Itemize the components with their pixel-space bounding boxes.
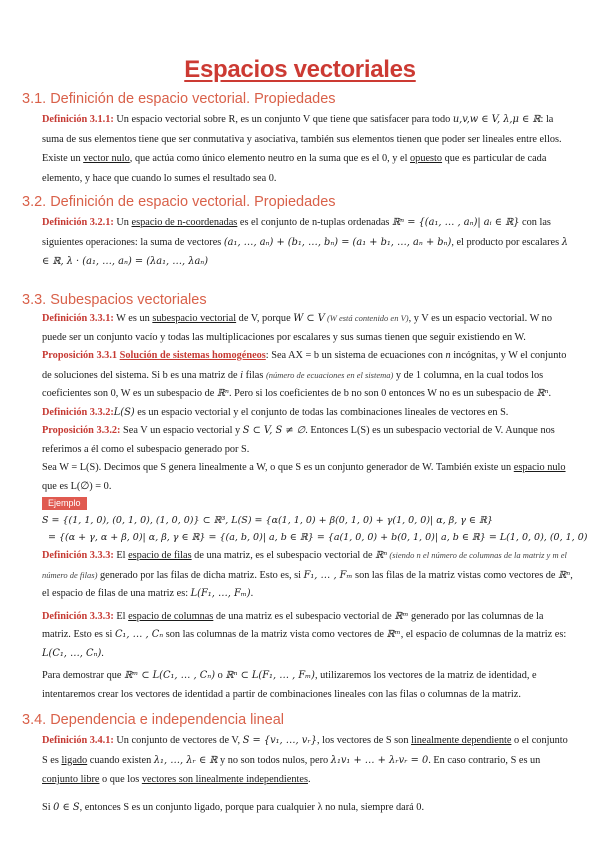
term-vector-nulo: vector nulo xyxy=(83,153,130,164)
definition-3-3-3-filas: Definición 3.3.3: El espacio de filas de una matriz, es el subespacio vectorial de ℝⁿ (siendo n el número de columnas de la matriz y m el número de filas) generado por las filas de dicha matriz. Esto es, si F₁, … , Fₘ son las filas de la matriz vistas como vectores de ℝⁿ, el espacio de filas de una matriz es: L(F₁, …, Fₘ). xyxy=(42,550,573,599)
definition-label: Definición 3.1.1: xyxy=(42,114,114,125)
definition-3-3-3-columnas: Definición 3.3.3: El espacio de columnas de una matriz es el subespacio vectorial de ℝᵐ generado por las columnas de la matriz. Esto es si C₁, … , Cₙ son las columnas de la matriz vista como vectores de ℝᵐ, el espacio de columnas de la matriz es: L(C₁, …, Cₙ). xyxy=(42,610,567,659)
definition-3-3-1: Definición 3.3.1: W es un subespacio vectorial de V, porque W ⊂ V (W está contenido en V), y V es un espacio vectorial. W no puede ser un conjunto vacío y todas las multiplicaciones por escalares y sus sumas tienen que seguir existiendo en W. xyxy=(42,313,552,343)
proposition-3-3-2: Proposición 3.3.2: Sea V un espacio vectorial y S ⊂ V, S ≠ ∅. Entonces L(S) es un subespacio vectorial de V. Aunque nos referimos a él como el subespacio generado por S. xyxy=(42,425,555,455)
section-3-3-body xyxy=(42,309,588,704)
definition-3-4-1: Definición 3.4.1: Un conjunto de vectores de V, S = {v₁, …, vᵣ}, los vectores de S son linealmente dependiente o el conjunto S es ligado cuando existen λ₁, …, λᵣ ∈ ℝ y no son todos nulos, pero λ₁v₁ + … + λᵣvᵣ = 0. En caso contrario, S es un conjunto libre o que los vectores son linealmente independientes. xyxy=(42,735,568,785)
section-heading-3-2: 3.2. Definición de espacio vectorial. Propiedades xyxy=(22,194,336,210)
section-heading-3-4: 3.4. Dependencia e independencia lineal xyxy=(22,712,285,728)
example-line-2: = {(α + γ, α + β, 0)| α, β, γ ∈ ℝ} = {(a, b, 0)| a, b ∈ ℝ} = {a(1, 0, 0) + b(0, 1, 0)| a, b ∈ ℝ} = L(1, 0, 0), (0, 1, 0) xyxy=(48,532,588,543)
definition-3-3-2: Definición 3.3.2:L(S) es un espacio vectorial y el conjunto de todas las combinaciones lineales de vectores en S. xyxy=(42,406,509,418)
example-badge: Ejemplo xyxy=(42,497,87,510)
term-opuesto: opuesto xyxy=(410,153,443,164)
proposition-3-3-1: Proposición 3.3.1 Solución de sistemas homogéneos: Sea AX = b un sistema de ecuaciones con n incógnitas, y W el conjunto de soluciones del sistema. Si b es una matriz de i filas (número de ecuaciones en el sistema) y de 1 columna, en la cual todos los coeficientes son 0, W es un subespacio de ℝⁿ. Pero si los coeficientes de b no son 0 entonces W no es un subespacio de ℝⁿ. xyxy=(42,350,567,399)
definition-3-1-1: Definición 3.1.1: Un espacio vectorial sobre R, es un conjunto V que tiene que satisfacer para todo u,v,w ∈ V, λ,μ ∈ ℝ: la suma de sus elementos tiene que ser conmutativa y asociativa, también sus elementos tienen que poder ser lineales entre ellos. Existe un vector nulo, que actúa como único elemento neutro en la suma que es el 0, y el opuesto que es particular de cada elemento, y hace que cuando lo sumes el resultado sea 0. xyxy=(42,114,562,184)
section-3-4-body xyxy=(42,731,574,817)
page-title: Espacios vectoriales xyxy=(184,56,416,83)
espacio-nulo-note: Sea W = L(S). Decimos que S genera linealmente a W, o que S es un conjunto generador de W. También existe un espacio nulo que es L(∅) = 0. xyxy=(42,462,566,492)
section-heading-3-3: 3.3. Subespacios vectoriales xyxy=(22,292,207,308)
term-espacio-n-coordenadas: espacio de n-coordenadas xyxy=(131,217,238,228)
definition-3-2-1: Definición 3.2.1: Un espacio de n-coordenadas es el conjunto de n-tuplas ordenadas ℝⁿ = {(a₁, … , aₙ)| aᵢ ∈ ℝ} con las siguientes operaciones: la suma de vectores (a₁, …, aₙ) + (b₁, …, bₙ) = (a₁ + b₁, …, aₙ + bₙ), el producto por escalares λ ∈ ℝ, λ · (a₁, …, aₙ) = (λa₁, …, λaₙ) xyxy=(42,217,568,267)
section-heading-3-1: 3.1. Definición de espacio vectorial. Propiedades xyxy=(22,91,336,107)
ligado-note: Si 0 ∈ S, entonces S es un conjunto ligado, porque para cualquier λ no nula, siempre dará 0. xyxy=(42,801,425,813)
example-line-1: S = {(1, 1, 0), (0, 1, 0), (1, 0, 0)} ⊂ ℝ³, L(S) = {α(1, 1, 0) + β(0, 1, 0) + γ(1, 0, 0)| α, β, γ ∈ ℝ} xyxy=(42,515,493,526)
demostracion-note: Para demostrar que ℝᵐ ⊂ L(C₁, … , Cₙ) o ℝⁿ ⊂ L(F₁, … , Fₘ), utilizaremos los vectores de la matriz de identidad, e intentaremos crear los vectores de identidad a partir de combinaciones lineales con las filas o columnas de la matriz. xyxy=(42,670,537,700)
